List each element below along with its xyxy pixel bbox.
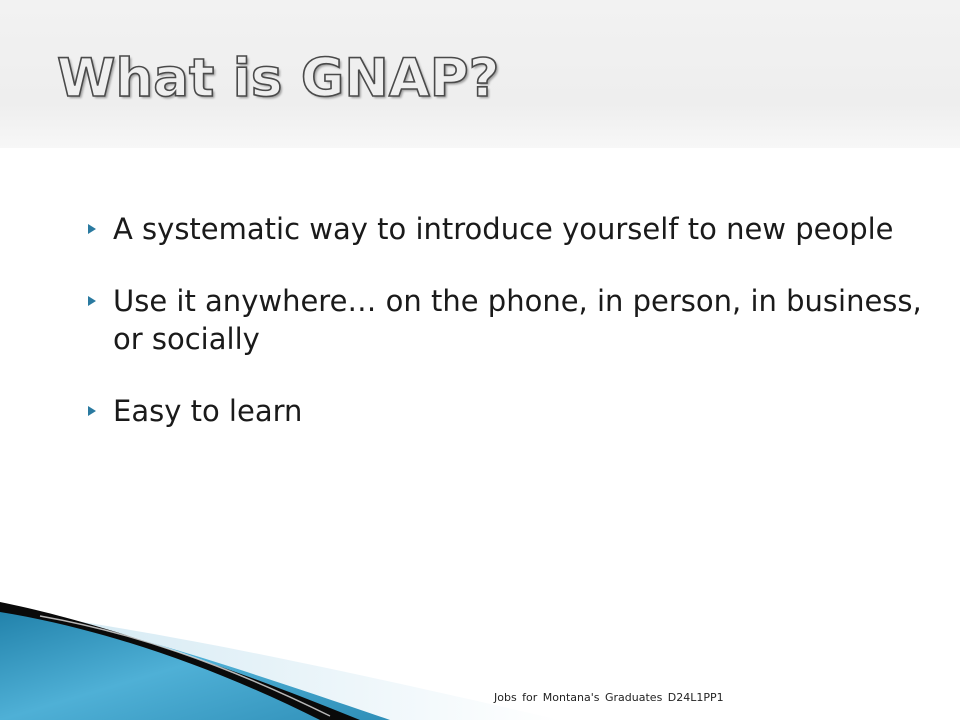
bullet-text: A systematic way to introduce yourself to new people (113, 212, 894, 246)
slide-title: What is GNAP? (57, 48, 500, 109)
bullet-text: Easy to learn (113, 394, 303, 428)
bullet-arrow-icon (88, 296, 96, 306)
bullet-list (88, 210, 928, 464)
footer-text: Jobs for Montana's Graduates D24L1PP1 (494, 691, 724, 704)
bullet-arrow-icon (88, 224, 96, 234)
bullet-arrow-icon (88, 406, 96, 416)
decorative-swoosh (0, 600, 960, 720)
bullet-item (88, 210, 928, 248)
bullet-item (88, 392, 928, 430)
bullet-text: Use it anywhere… on the phone, in person, in business, or socially (113, 284, 922, 356)
bullet-item (88, 282, 928, 358)
